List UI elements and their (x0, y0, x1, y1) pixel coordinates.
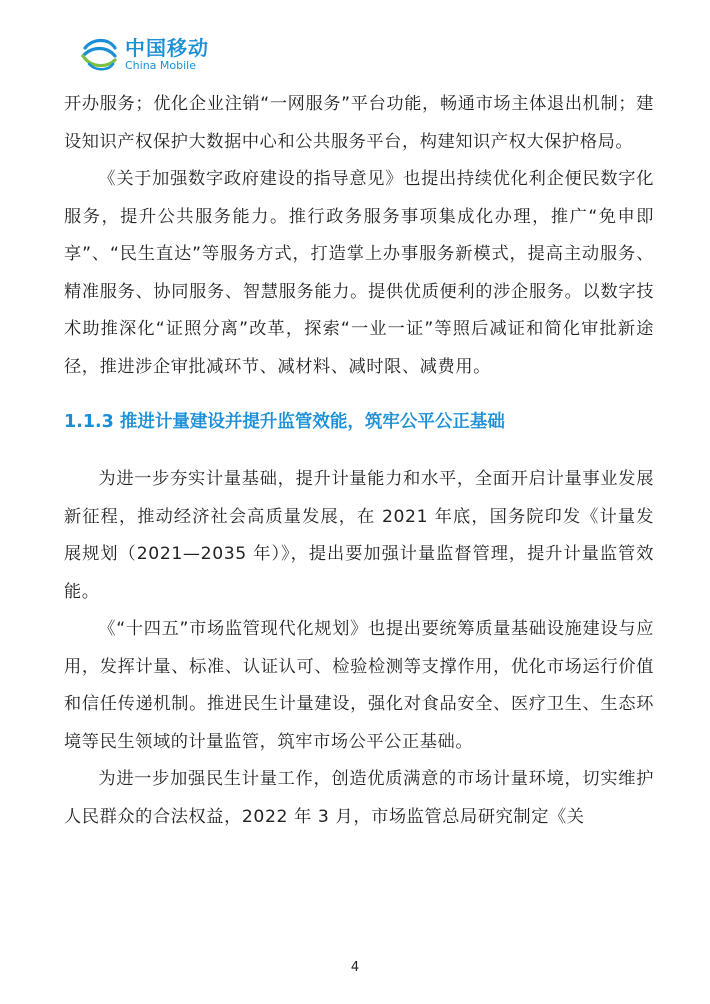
section-heading-1-1-3: 1.1.3 推进计量建设并提升监管效能，筑牢公平公正基础 (64, 412, 505, 432)
document-body (64, 86, 654, 836)
paragraph-market-supervision-plan: 《“十四五”市场监管现代化规划》也提出要统筹质量基础设施建设与应用，发挥计量、标准、认证认可、检验检测等支撑作用，优化市场运行价值和信任传递机制。推进民生计量建设，强化对食品安全、医疗卫生、生态环境等民生领域的计量监管，筑牢市场公平公正基础。 (64, 619, 654, 752)
paragraph-livelihood-metrology: 为进一步加强民生计量工作，创造优质满意的市场计量环境，切实维护人民群众的合法权益，2022 年 3 月，市场监管总局研究制定《关 (64, 769, 654, 827)
paragraph-continued: 开办服务；优化企业注销“一网服务”平台功能，畅通市场主体退出机制；建设知识产权保护大数据中心和公共服务平台，构建知识产权大保护格局。 (64, 94, 654, 152)
china-mobile-logo-icon (79, 34, 119, 74)
paragraph-metrology-plan: 为进一步夯实计量基础，提升计量能力和水平，全面开启计量事业发展新征程，推动经济社会高质量发展，在 2021 年底，国务院印发《计量发展规划（2021—2035 年）》，提出要加强计量监督管理，提升计量监管效能。 (64, 469, 654, 602)
paragraph-digital-government: 《关于加强数字政府建设的指导意见》也提出持续优化利企便民数字化服务，提升公共服务能力。推行政务服务事项集成化办理，推广“免申即享”、“民生直达”等服务方式，打造掌上办事服务新模式，提高主动服务、精准服务、协同服务、智慧服务能力。提供优质便利的涉企服务。以数字技术助推深化“证照分离”改革，探索“一业一证”等照后减证和简化审批新途径，推进涉企审批减环节、减材料、减时限、减费用。 (64, 169, 654, 377)
page-header (79, 32, 209, 76)
logo-wordmark (125, 37, 209, 72)
logo-english-name: China Mobile (125, 58, 197, 72)
logo-chinese-name: 中国移动 (125, 35, 209, 60)
page-number: 4 (350, 960, 360, 975)
